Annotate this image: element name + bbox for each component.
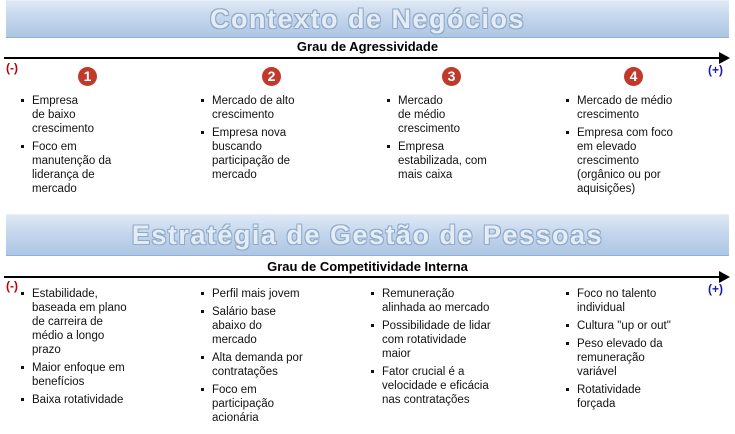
stage-number-4: 4	[624, 67, 643, 86]
aggressiveness-plus-label: (+)	[708, 63, 723, 77]
strategy-list-stage-4	[563, 287, 728, 415]
stage-number-3: 3	[442, 67, 461, 86]
people-strategy-banner-title: Estratégia de Gestão de Pessoas	[131, 219, 604, 250]
context-item: Empresa de baixo crescimento	[18, 94, 178, 136]
strategy-list-stage-2	[198, 287, 368, 429]
context-item: Mercado de médio crescimento	[563, 94, 728, 122]
context-item: Mercado de alto crescimento	[198, 94, 363, 122]
competitiveness-axis-title: Grau de Competitividade Interna	[267, 259, 468, 274]
competitiveness-minus-label: (-)	[6, 279, 18, 293]
strategy-item: Estabilidade, baseada em plano de carreira de médio a longo prazo	[18, 287, 188, 357]
strategy-item: Perfil mais jovem	[198, 287, 368, 301]
context-item: Empresa com foco em elevado crescimento (orgânico ou por aquisições)	[563, 126, 728, 196]
context-item: Mercado de médio crescimento	[384, 94, 549, 136]
competitiveness-plus-label: (+)	[708, 282, 723, 296]
context-list-stage-2	[198, 94, 363, 186]
context-item: Empresa nova buscando participação de mercado	[198, 126, 363, 182]
context-item: Foco em manutenção da liderança de mercado	[18, 140, 178, 196]
context-list-stage-4	[563, 94, 728, 200]
context-banner-title: Contexto de Negócios	[209, 3, 526, 34]
stage-number-2: 2	[262, 67, 281, 86]
context-list-stage-1	[18, 94, 178, 200]
strategy-item: Cultura "up or out"	[563, 319, 728, 333]
strategy-item: Possibilidade de lidar com rotatividade maior	[368, 319, 553, 361]
context-banner	[6, 0, 729, 38]
aggressiveness-axis-title: Grau de Agressividade	[296, 39, 439, 54]
strategy-item: Rotatividade forçada	[563, 383, 728, 411]
strategy-item: Remuneração alinhada ao mercado	[368, 287, 553, 315]
aggressiveness-minus-label: (-)	[6, 61, 18, 75]
aggressiveness-axis-line	[4, 57, 722, 59]
strategy-item: Baixa rotatividade	[18, 393, 188, 407]
strategy-item: Peso elevado da remuneração variável	[563, 337, 728, 379]
strategy-item: Alta demanda por contratações	[198, 351, 368, 379]
strategy-item: Salário base abaixo do mercado	[198, 305, 368, 347]
context-item: Empresa estabilizada, com mais caixa	[384, 140, 549, 182]
people-strategy-banner	[6, 214, 729, 256]
strategy-item: Maior enfoque em benefícios	[18, 361, 188, 389]
strategy-list-stage-1	[18, 287, 188, 411]
context-list-stage-3	[384, 94, 549, 186]
strategy-item: Fator crucial é a velocidade e eficácia nas contratações	[368, 365, 553, 407]
stage-number-1: 1	[78, 67, 97, 86]
competitiveness-axis-line	[4, 276, 722, 278]
strategy-list-stage-3	[368, 287, 553, 411]
strategy-item: Foco no talento individual	[563, 287, 728, 315]
strategy-item: Foco em participação acionária	[198, 383, 368, 425]
